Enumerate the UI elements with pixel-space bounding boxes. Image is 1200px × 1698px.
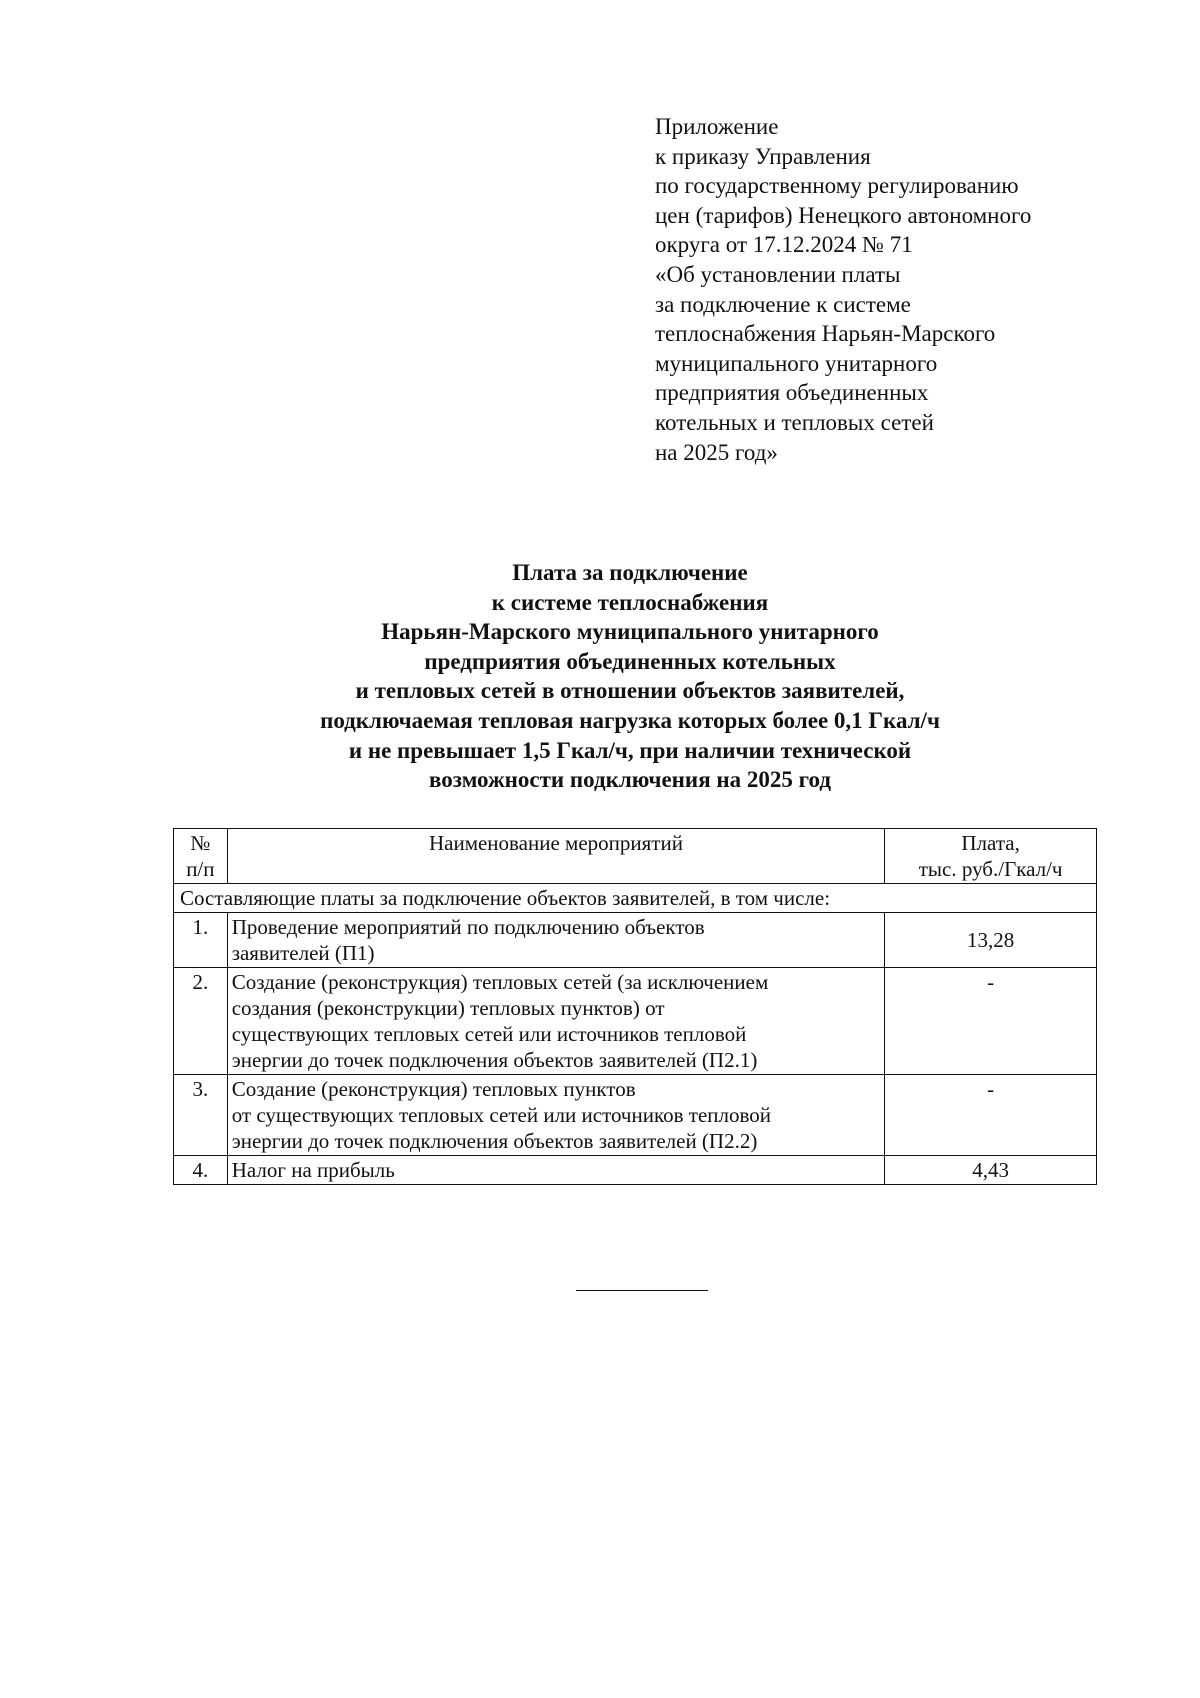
annex-line: теплоснабжения Нарьян-Марского: [655, 321, 996, 347]
annex-line: «Об установлении платы: [655, 261, 901, 287]
header-fee: [885, 829, 1097, 884]
title-line: к системе теплоснабжения: [491, 589, 769, 615]
annex-line: котельных и тепловых сетей: [655, 409, 934, 435]
table-row: [174, 913, 1097, 968]
row-fee: 13,28: [885, 913, 1097, 968]
annex-line: предприятия объединенных: [655, 380, 929, 406]
header-num-line: п/п: [186, 857, 215, 881]
row-fee: -: [885, 968, 1097, 1075]
header-num: [174, 829, 228, 884]
annex-line: цен (тарифов) Ненецкого автономного: [655, 202, 1032, 228]
row-num: 3.: [174, 1075, 228, 1156]
row-name-line: Проведение мероприятий по подключению объектов: [231, 915, 705, 939]
annex-line: за подключение к системе: [655, 291, 911, 317]
row-name: [227, 1075, 885, 1156]
title-line: возможности подключения на 2025 год: [429, 767, 831, 793]
row-fee: -: [885, 1075, 1097, 1156]
fee-table: [173, 828, 1097, 1185]
row-name-line: заявителей (П1): [231, 941, 375, 965]
row-name-line: существующих тепловых сетей или источников тепловой: [231, 1022, 747, 1046]
table-section-row: [174, 884, 1097, 913]
title-line: Нарьян-Марского муниципального унитарного: [381, 619, 879, 645]
annex-line: по государственному регулированию: [655, 173, 1019, 199]
header-fee-line: тыс. руб./Гкал/ч: [918, 857, 1063, 881]
header-fee-line: Плата,: [961, 831, 1020, 855]
row-name-line: энергии до точек подключения объектов заявителей (П2.1): [231, 1048, 758, 1072]
annex-line: Приложение: [655, 114, 779, 139]
row-name: [227, 968, 885, 1075]
annex-line: муниципального унитарного: [655, 350, 938, 376]
row-num: 2.: [174, 968, 228, 1075]
row-name-line: Создание (реконструкция) тепловых сетей (за исключением: [231, 970, 769, 994]
table-row: [174, 1075, 1097, 1156]
annex-line: округа от 17.12.2024 № 71: [655, 232, 913, 258]
row-num: 4.: [174, 1156, 228, 1185]
row-name-line: энергии до точек подключения объектов заявителей (П2.2): [231, 1129, 758, 1153]
annex-line: к приказу Управления: [655, 143, 871, 169]
title-line: и не превышает 1,5 Гкал/ч, при наличии технической: [348, 737, 912, 763]
section-label: Составляющие платы за подключение объектов заявителей, в том числе:: [174, 884, 1097, 913]
title-line: подключаемая тепловая нагрузка которых более 0,1 Гкал/ч: [320, 707, 940, 733]
row-name-line: от существующих тепловых сетей или источников тепловой: [231, 1103, 772, 1127]
closing-rule: [576, 1290, 708, 1291]
table-header-row: [174, 829, 1097, 884]
header-name: Наименование мероприятий: [227, 829, 885, 884]
row-name-line: Налог на прибыль: [231, 1158, 395, 1182]
row-name-line: Создание (реконструкция) тепловых пунктов: [231, 1077, 636, 1101]
annex-line: на 2025 год»: [655, 439, 778, 465]
annex-block: [655, 112, 1175, 467]
title-line: и тепловых сетей в отношении объектов заявителей,: [355, 678, 905, 704]
document-title: [170, 558, 1090, 795]
title-line: Плата за подключение: [512, 560, 748, 585]
table-row: [174, 968, 1097, 1075]
row-fee: 4,43: [885, 1156, 1097, 1185]
header-num-line: №: [190, 831, 211, 855]
title-line: предприятия объединенных котельных: [424, 648, 836, 674]
row-name: [227, 913, 885, 968]
row-name: [227, 1156, 885, 1185]
table-row: [174, 1156, 1097, 1185]
row-num: 1.: [174, 913, 228, 968]
row-name-line: создания (реконструкции) тепловых пунктов) от: [231, 996, 665, 1020]
